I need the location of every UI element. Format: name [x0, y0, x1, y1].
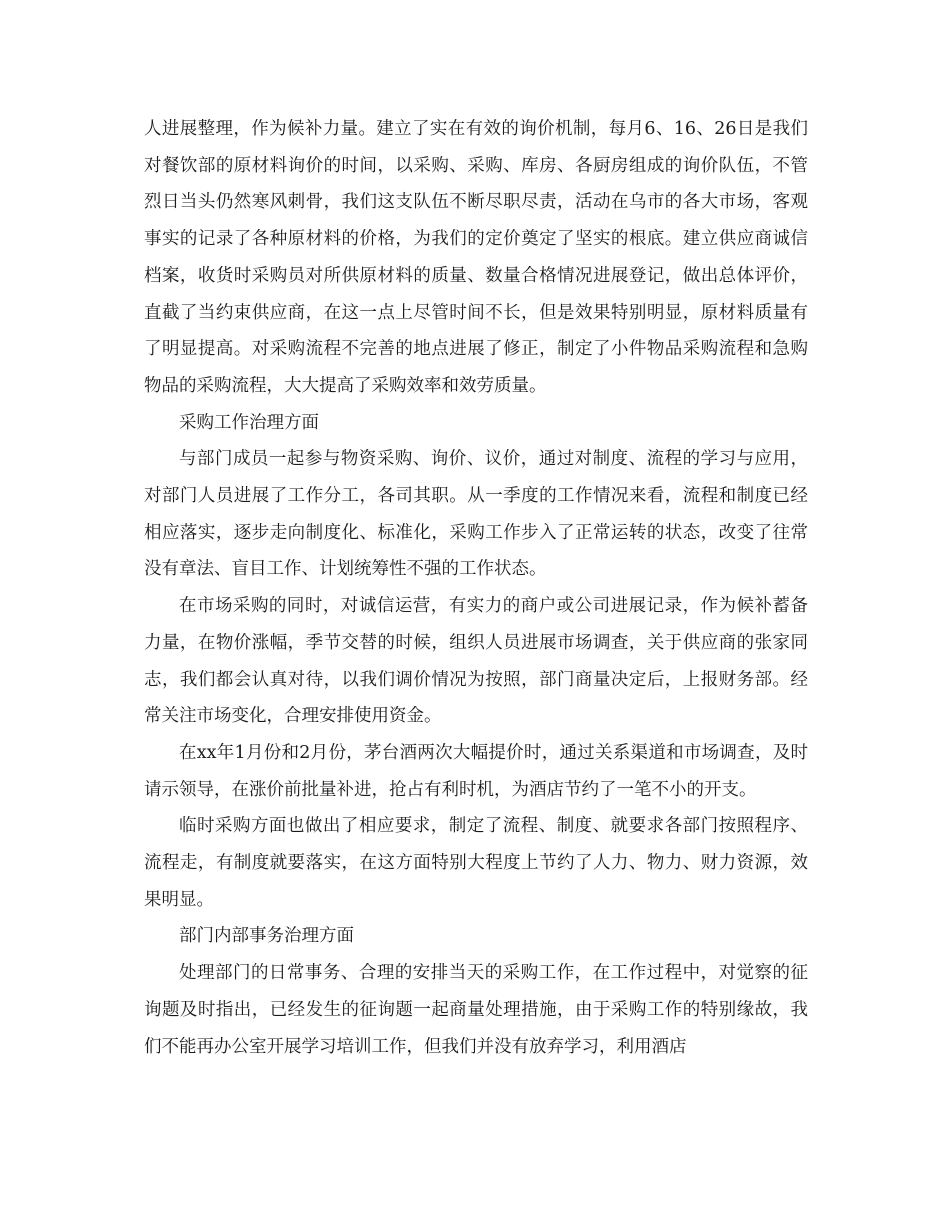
paragraph-1: 人进展整理，作为候补力量。建立了实在有效的询价机制，每月6、16、26日是我们对餐饮部的原材料询价的时间，以采购、采购、库房、各厨房组成的询价队伍，不管烈日当头仍然寒风刺骨，我们这支队伍不断尽职尽责，活动在乌市的各大市场，客观事实的记录了各种原材料的价格，为我们的定价奠定了坚实的根底。建立供应商诚信档案，收货时采购员对所供原材料的质量、数量合格情况进展登记，做出总体评价，直截了当约束供应商，在这一点上尽管时间不长，但是效果特别明显，原材料质量有了明显提高。对采购流程不完善的地点进展了修正，制定了小件物品采购流程和急购物品的采购流程，大大提高了采购效率和效劳质量。 — [144, 119, 808, 396]
paragraph-3: 在市场采购的同时，对诚信运营，有实力的商户或公司进展记录，作为候补蓄备力量，在物价涨幅，季节交替的时候，组织人员进展市场调查，关于供应商的张家同志，我们都会认真对待，以我们调价情况为按照，部门商量决定后，上报财务部。经常关注市场变化，合理安排使用资金。 — [144, 596, 808, 727]
paragraph-6: 处理部门的日常事务、合理的安排当天的采购工作，在工作过程中，对觉察的征询题及时指出，已经发生的征询题一起商量处理措施，由于采购工作的特别缘故，我们不能再办公室开展学习培训工作，但我们并没有放弃学习，利用酒店 — [144, 963, 808, 1057]
paragraph-2: 与部门成员一起参与物资采购、询价、议价，通过对制度、流程的学习与应用，对部门人员进展了工作分工，各司其职。从一季度的工作情况来看，流程和制度已经相应落实，逐步走向制度化、标准化，采购工作步入了正常运转的状态，改变了往常没有章法、盲目工作、计划统筹性不强的工作状态。 — [144, 449, 808, 580]
paragraph-5: 临时采购方面也做出了相应要求，制定了流程、制度、就要求各部门按照程序、流程走，有制度就要落实，在这方面特别大程度上节约了人力、物力、财力资源，效果明显。 — [144, 816, 808, 910]
paragraph-4: 在xx年1月份和2月份，茅台酒两次大幅提价时，通过关系渠道和市场调查，及时请示领导，在涨价前批量补进，抢占有利时机，为酒店节约了一笔不小的开支。 — [144, 742, 808, 800]
section-heading-internal-affairs: 部门内部事务治理方面 — [179, 926, 354, 947]
document-body — [144, 111, 808, 1065]
section-heading-procurement-management: 采购工作治理方面 — [179, 412, 319, 433]
